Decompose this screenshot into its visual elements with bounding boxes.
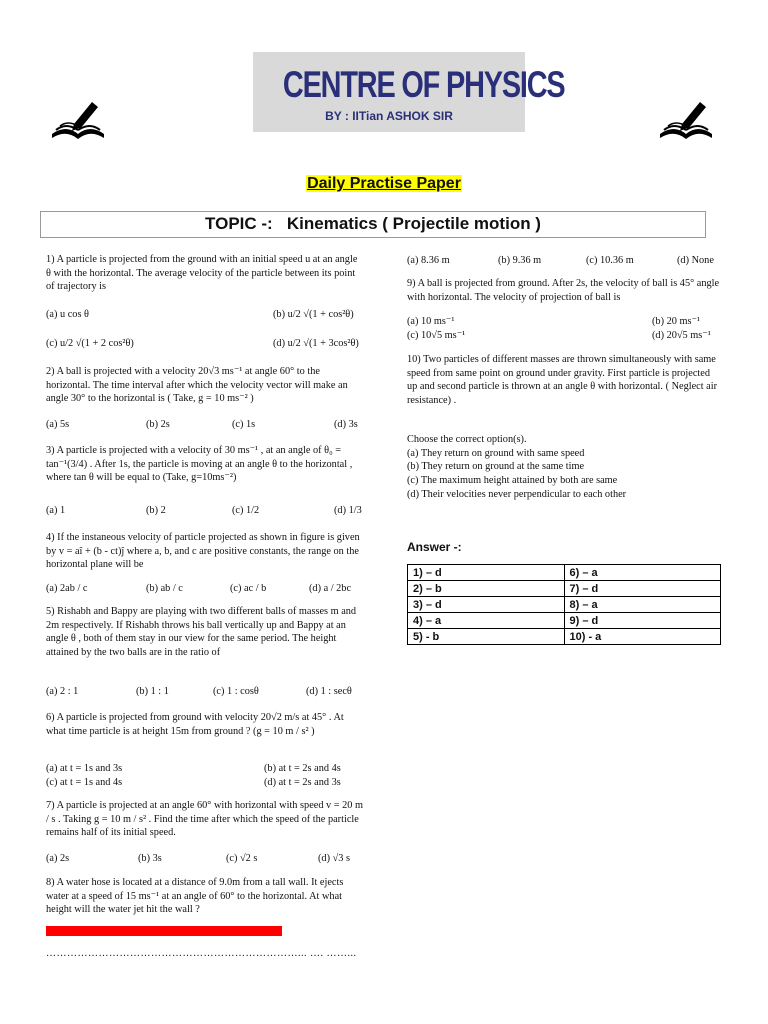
- option: (a) 5s: [46, 419, 70, 430]
- book-pen-icon: [656, 98, 716, 142]
- option: (a) 2ab / c: [46, 583, 88, 594]
- option: (a) 2s: [46, 853, 70, 864]
- table-row: [408, 581, 721, 597]
- option: (a) 1: [46, 505, 66, 516]
- option: (b) ab / c: [146, 583, 183, 594]
- question-text: 1) A particle is projected from the ground with an initial speed u at an angle θ with the horizontal. The average velocity of the particle between its point of trajectory is: [46, 254, 358, 293]
- option: (a) 10 ms⁻¹: [407, 316, 455, 327]
- answer-blank-highlight: [46, 926, 282, 936]
- question-text: 6) A particle is projected from ground with velocity 20√2 m/s at 45° . At what time particle is at height 15m from ground ? (g = 10 m / s² ): [46, 712, 344, 737]
- option: (c) 10√5 ms⁻¹: [407, 330, 466, 341]
- answer-cell: 5) - b: [408, 629, 565, 645]
- option: (a) 2 : 1: [46, 686, 79, 697]
- option: (c) 1/2: [232, 505, 260, 516]
- institute-subtitle: BY : IITian ASHOK SIR: [325, 109, 453, 123]
- option: (b) 1 : 1: [136, 686, 169, 697]
- answer-cell: 9) – d: [564, 613, 721, 629]
- answer-cell: 2) – b: [408, 581, 565, 597]
- answer-cell: 10) - a: [564, 629, 721, 645]
- institute-title: CENTRE OF PHYSICS: [282, 64, 565, 105]
- option: (c) 1s: [232, 419, 256, 430]
- option: (c) at t = 1s and 4s: [46, 777, 123, 788]
- answer-cell: 7) – d: [564, 581, 721, 597]
- option: (b) 2s: [146, 419, 170, 430]
- table-row: [408, 565, 721, 581]
- answer-heading: Answer -:: [407, 540, 462, 554]
- option: (d) at t = 2s and 3s: [264, 777, 341, 788]
- option: (b) 20 ms⁻¹: [652, 316, 700, 327]
- option: (a) 8.36 m: [407, 255, 450, 266]
- question-text: 5) Rishabh and Bappy are playing with two different balls of masses m and 2m respectively. If Rishabh throws his ball vertically up and Bappy at an angle θ , both of them stay in our view for the same period. The height attained by the two balls are in the ratio of: [46, 606, 357, 658]
- question-text: 7) A particle is projected at an angle 60° with horizontal with speed v = 20 m / s . Taking g = 10 m / s² . Find the time after which the speed of the particle remains half of its initial speed.: [46, 800, 364, 839]
- option: (a) They return on ground with same speed: [407, 448, 585, 459]
- option: (d) None: [677, 255, 714, 266]
- option: (c) 1 : cosθ: [213, 686, 259, 697]
- option: (b) They return on ground at the same time: [407, 461, 585, 472]
- table-row: [408, 629, 721, 645]
- option: (b) 2: [146, 505, 166, 516]
- question-text: 10) Two particles of different masses are thrown simultaneously with same speed from same point on ground under gravity. First particle is projected up and second particle is thrown at an angle θ with horizontal. ( Neglect air resistance) .: [407, 354, 718, 406]
- instruction-text: Choose the correct option(s).: [407, 434, 527, 445]
- question-text: 3) A particle is projected with a velocity of 30 ms⁻¹ , at an angle of θ₀ = tan⁻¹(3/4) . After 1s, the particle is moving at an angle θ to the horizontal , where tan θ will be equal to (Take, g=10ms⁻²): [46, 445, 353, 484]
- answer-blank: ………………………………………………………………... …. ……...: [46, 948, 357, 959]
- option: (d) a / 2bc: [309, 583, 352, 594]
- answer-cell: 1) – d: [408, 565, 565, 581]
- table-row: [408, 597, 721, 613]
- option: (c) √2 s: [226, 853, 258, 864]
- answer-cell: 4) – a: [408, 613, 565, 629]
- answer-table: [407, 564, 721, 645]
- option: (d) √3 s: [318, 853, 350, 864]
- answer-cell: 8) – a: [564, 597, 721, 613]
- option: (b) at t = 2s and 4s: [264, 763, 341, 774]
- option: (c) The maximum height attained by both are same: [407, 475, 618, 486]
- question-text: 4) If the instaneous velocity of particle projected as shown in figure is given by v = aî + (b - ct)ĵ where a, b, and c are positive constants, the range on the horizontal plane will be: [46, 532, 360, 571]
- option: (b) 3s: [138, 853, 162, 864]
- option: (d) 20√5 ms⁻¹: [652, 330, 711, 341]
- option: (c) ac / b: [230, 583, 267, 594]
- option: (d) 3s: [334, 419, 358, 430]
- option: (d) u/2 √(1 + 3cos²θ): [273, 338, 359, 349]
- paper-label: Daily Practise Paper: [307, 175, 461, 192]
- option: (b) 9.36 m: [498, 255, 542, 266]
- option: (c) 10.36 m: [586, 255, 634, 266]
- option: (d) 1/3: [334, 505, 362, 516]
- question-text: 2) A ball is projected with a velocity 20√3 ms⁻¹ at angle 60° to the horizontal. The time interval after which the velocity vector will make an angle 30° to the horizontal is ( Take, g = 10 ms⁻² ): [46, 366, 348, 405]
- option: (c) u/2 √(1 + 2 cos²θ): [46, 338, 134, 349]
- option: (d) 1 : secθ: [306, 686, 352, 697]
- option: (a) at t = 1s and 3s: [46, 763, 123, 774]
- option: (a) u cos θ: [46, 309, 89, 320]
- table-row: [408, 613, 721, 629]
- question-text: 8) A water hose is located at a distance of 9.0m from a tall wall. It ejects water at a speed of 15 ms⁻¹ at an angle of 60° to the horizontal. At what height will the water jet hit the wall ?: [46, 877, 344, 916]
- answer-cell: 6) – a: [564, 565, 721, 581]
- book-pen-icon: [48, 98, 108, 142]
- option: (b) u/2 √(1 + cos²θ): [273, 309, 354, 320]
- question-text: 9) A ball is projected from ground. After 2s, the velocity of ball is 45° angle with horizontal. The velocity of projection of ball is: [407, 278, 720, 303]
- answer-cell: 3) – d: [408, 597, 565, 613]
- topic-heading: TOPIC -: Kinematics ( Projectile motion ): [205, 214, 541, 233]
- option: (d) Their velocities never perpendicular to each other: [407, 489, 627, 500]
